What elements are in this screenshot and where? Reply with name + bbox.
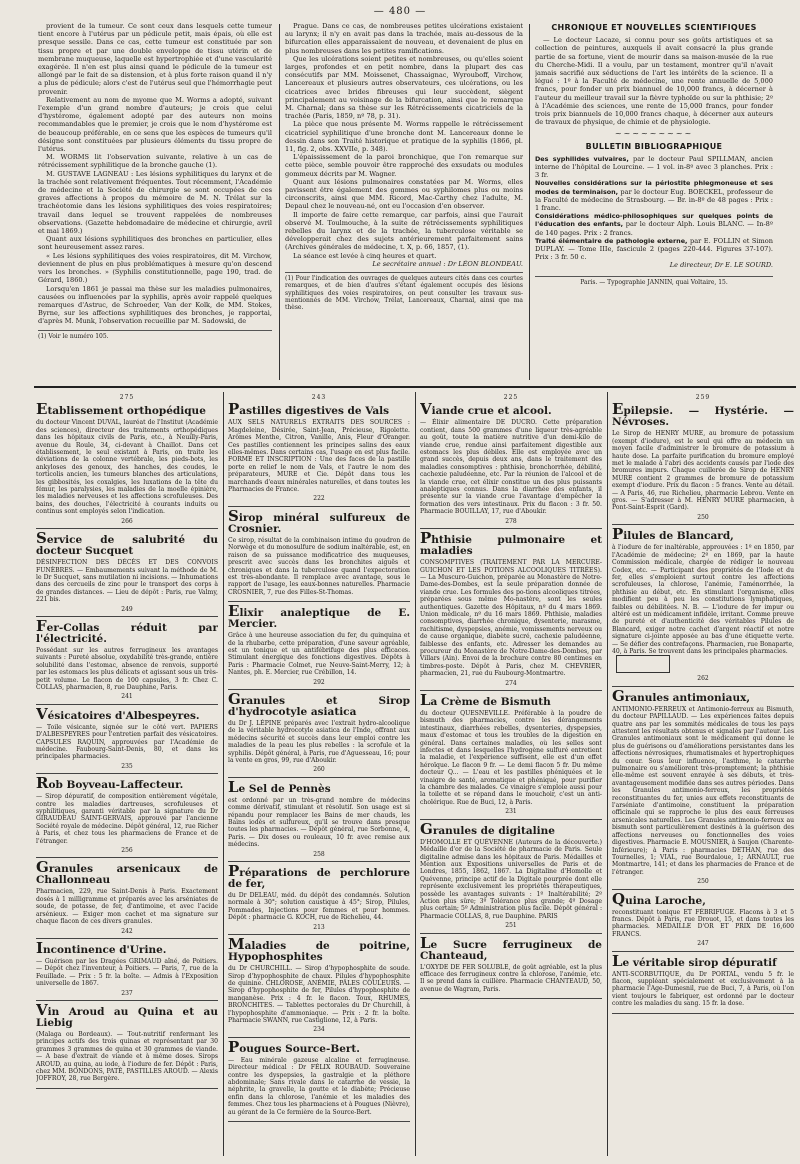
ad-title: Le Sucre ferrugineux de Chanteaud, bbox=[420, 933, 602, 962]
upper-column-1 bbox=[38, 22, 272, 382]
ad-number: 278 bbox=[505, 517, 517, 525]
paragraph: — Le docteur Lacaze, si connu pour ses goûts artistiques et sa collection de peintures, auxquels il avait consacré la plus grande partie de sa fortune, vient de mourir dans sa maison-musée de la rue du Cherche-Midi. Il a voulu, par un testament, montrer qu'il n'avait jamais sacrifié aux séductions de l'art les intérêts de la science. Il a légué : 1º à la Faculté de médecine, une rente annuelle de 5,000 francs, pour fonder un prix biannuel de 10,000 francs, à décerner à l'auteur du meilleur travail sur la fièvre typhoïde ou sur la phthisie; 2º à l'Académie des sciences, une rente de 15,000 francs, pour fonder trois prix biannuels de 10,000 francs chaque, à décerner aux auteurs de travaux de physique, de chimie et de physiologie. bbox=[535, 36, 773, 127]
advertisement bbox=[36, 529, 218, 617]
ad-title: Granules arsenicaux de Challonneau bbox=[36, 858, 218, 887]
column-divider bbox=[223, 392, 224, 1156]
biblio-text: par le docteur Paul SPILLMAN, ancien interne de l'hôpital de Lourcine. — 1 vol. in-8º avec 3 planches. Prix : 3 fr. bbox=[535, 154, 773, 180]
advertisement bbox=[228, 506, 410, 602]
ad-body: DÉSINFECTION DES DÉCÈS ET DES CONVOIS FUNÈBRES. — Embaumements suivant la méthode de M. le Dr Sucquet, sans mutilation ni incisions. — Inhumations dans des cercueils de zinc pour le transport des corps à de grandes distances. — Lieu de dépôt : Paris, rue Valmy, 221 bis. bbox=[36, 559, 218, 604]
ad-title: Granules de digitaline bbox=[420, 819, 555, 838]
ad-number: 262 bbox=[697, 675, 709, 683]
ad-number: 213 bbox=[313, 923, 325, 931]
chronicle-heading: CHRONIQUE ET NOUVELLES SCIENTIFIQUES bbox=[551, 23, 757, 32]
paragraph: Lorsqu'en 1861 je passai ma thèse sur les maladies pulmonaires, causées ou influencées par la syphilis, après avoir rappelé quelques remarques d'Astruc, de Schroeder, Van der Kolk, de MM. Stokes, Byrne, sur les affections syphilitiques des bronches, je rapportai, d'après M. Munk, l'observation recueillie par M. Sadowski, de bbox=[38, 284, 272, 326]
ad-body: (Malaga ou Bordeaux). — Tout-nutritif renfermant les principes actifs des trois quinas et représentant par 30 grammes 3 grammes de quina et 30 grammes de viande. — A base d'extrait de viande et à même doses. Sirops AROUD, au quina, au iode, à l'iodure de fer. Dépôt : Paris, chez MM. BONDONS, PATÉ, PASTILLES AROUD. — Alexis JOFFROY, 28, rue Bergère. bbox=[36, 1030, 218, 1083]
biblio-item bbox=[535, 212, 773, 237]
paragraph: L'épaississement de la paroi bronchique, que l'on remarque sur cette pièce, semble pouvoir être rapproché des exsudats ou modules gommeux décrits par M. Wagner. bbox=[285, 153, 523, 178]
paragraph: Quant aux lésions syphilitiques des bronches en particulier, elles sont heureusement assez rares. bbox=[38, 235, 272, 252]
ornament-divider: ~~~~~~~~~ bbox=[614, 129, 694, 139]
column-number: 259 bbox=[695, 394, 711, 401]
column-number: 243 bbox=[311, 394, 327, 401]
ad-title: Pougues Source-Bert. bbox=[228, 1037, 360, 1056]
ad-title: Phthisie pulmonaire et maladies bbox=[420, 529, 602, 558]
biblio-item bbox=[535, 237, 773, 262]
ad-number: 241 bbox=[121, 693, 133, 701]
upper-column-3 bbox=[535, 22, 773, 382]
advertisement bbox=[228, 1037, 410, 1122]
advertisement bbox=[228, 862, 410, 935]
ad-column-2 bbox=[228, 394, 410, 1152]
upper-column-2 bbox=[285, 22, 523, 382]
ad-body: Ce sirop, résultat de la combinaison intime du goudron de Norwège et du monosulfure de sodium inaltérable, est, en raison de sa puissance modificatrice des muqueuses, prescrit avec succès dans les bronchites aiguës et chroniques et dans la tuberculose quand l'expectoration est très-abondante. Il remplace avec avantage, sous le rapport de l'usage, les eaux-bonnes naturelles. Pharmacie CROSNIER, 7, rue des Filles-St-Thomas. bbox=[228, 536, 410, 596]
ad-number: 251 bbox=[505, 922, 517, 930]
paragraph: La pièce que nous présente M. Worms rappelle le rétrécissement cicatriciel syphilitique d'une bronche dont M. Lancereaux donne le dessin dans son Traité historique et pratique de la syphilis (1866, pl. 11, fig. 2, obs. XXVIIe, p. 348). bbox=[285, 120, 523, 154]
paragraph: Quant aux lésions pulmonaires constatées par M. Worms, elles pavissent être également des gommes ou syphilomes plus ou moins circonscrits, ainsi que MM. Ricord, Mac-Carthy chez l'adulte, M. Depaul chez le nouveau-né, ont eu l'occasion d'en observer. bbox=[285, 177, 523, 211]
biblio-title: Considérations médico-philosophiques sur quelques points de l'éducation des enfants, bbox=[535, 212, 773, 229]
ad-title: Le véritable sirop dépuratif bbox=[612, 951, 777, 970]
paragraph: Que les ulcérations soient petites et nombreuses, ou qu'elles soient larges, profondes et en petit nombre, dans la plupart des cas consécutifs par MM. Moissenet, Chassaignac, Wyrouboff, Virchow, Lancereaux et plusieurs autres observateurs, ces ulcérations, ou les cicatrices avec brides fibreuses qui leur succèdent, siègent principalement au voisinage de la bifurcation, ainsi que le remarque M. Charnal; dans sa thèse sur les Rétrécissements cicatriciels de la trachée (Paris, 1859, nº 78, p. 31). bbox=[285, 54, 523, 121]
advertisement bbox=[228, 777, 410, 862]
biblio-text: par E. FOLLIN et Simon DUPLAY. — Tome IIIe, fascicule 2 (pages 220-444. Figures 37-107). Prix : 3 fr. 50 c. bbox=[535, 236, 773, 262]
advertisement bbox=[36, 400, 218, 529]
biblio-title: Des syphilides vulvaires, bbox=[535, 154, 629, 163]
advertisement bbox=[228, 400, 410, 506]
biblio-title: Nouvelles considérations sur la périostite phlegmoneuse et ses modes de terminaison, bbox=[535, 179, 773, 196]
ad-body: CONSOMPTIVES (TRAITEMENT PAR LA MERCURE-GUICHON ET LES POTIONS ALCOOLIQUES TITRÉES). — La Muscuro-Guichon, préparée au Monastère de Notre-Dame-des-Dombes, est la seule préparation donnée de viande crue. Les formules des po-tions alcooliques titrées, préparées sous même Mo-nastère, sont les seules authentiques. Gazette des Hôpitaux, nº du 4 mars 1869. Union médicale, nº du 16 mars 1869. Phthisie, maladies consomptives, diarrhée chronique, dysenterie, marasme, rachitisme, dyspepsies, anémie, vomissements nerveux ou de cause organique, diabète sucré, cachexie paludéenne, faiblesse des enfants, etc. Adresser les demandes au procureur du Monastère de Notre-Dame-des-Dombes, par Villars (Ain). Envoi de la brochure contre 80 centimes en timbres-poste. Dépôt à Paris, chez M. CHEVRIER, pharmacien, 21, rue du Faubourg-Montmartre. bbox=[420, 559, 602, 678]
ad-title: Quina Laroche, bbox=[612, 889, 706, 908]
ad-body: du docteur QUESNEVILLE. Préférable à la poudre de bismuth des pharmacies, contre les dérangements intestinaux, diarrhées rebelles, dysenteries, dyspepsies, maux d'estomac et tous les troubles de la digestion en général. Dans certaines maladies, où les selles sont infectes et dans lesquelles l'hydrogène sulfuré entretient la maladie, et l'expérience suffisent, elle est d'un effet héroïque. Le flacon 9 fr. — Le demi flacon 5 fr. Du même docteur Q... — L'eau et les pastilles phéniquées et le vinaigre de santé, aromatique et phéniqué, pour purifier la chambre des malades. Ce vinaigre s'emploie aussi pour la toilette et se répand dans le mouchoir, c'est un anti-cholérique. Rue de Buci, 12, à Paris. bbox=[420, 710, 602, 806]
advertisement bbox=[228, 602, 410, 690]
paragraph: M. WORMS lit l'observation suivante, relative à un cas de rétrécissement syphilitique de la bronche gauche (1). bbox=[38, 153, 272, 170]
ad-number: 250 bbox=[697, 513, 709, 521]
paragraph: Relativement au nom de myome que M. Worms a adopté, suivant l'exemple d'un grand nombre d'auteurs; je crois que celui d'hystérome, également adopté par des auteurs non moins recommandables que le premier, je crois que le nom d'hystérome est de beaucoup préférable, en ce sens que les espèces de tumeurs qu'il désigne sont constituées par plusieurs éléments du tissu propre de l'utérus. bbox=[38, 95, 272, 154]
advertisement bbox=[36, 616, 218, 705]
ad-number: 260 bbox=[313, 766, 325, 774]
paragraph: M. GUSTAVE LAGNEAU : Les lésions syphilitiques du larynx et de la trachée sont relativement fréquentes. Tout récemment, l'Académie de médecine et la Société de chirurgie se sont occupées de ces graves affections à propos du mémoire de M. N. Trélat sur la trachéotomie dans les lésions syphilitiques des voies respiratoires; travail dans lequel se trouvent rappelées de nombreuses observations. (Gazette hebdomadaire de médecine et chirurgie, avril et mai 1869.) bbox=[38, 169, 272, 236]
advertisement bbox=[36, 858, 218, 938]
ad-title: Granules antimoniaux, bbox=[612, 686, 751, 705]
ad-title: Le Sel de Pennès bbox=[228, 777, 331, 796]
ad-title: Préparations de perchlorure de fer, bbox=[228, 862, 410, 891]
director-signature: Le directeur, Dr E. LE SOURD. bbox=[669, 261, 773, 270]
ad-number: 234 bbox=[313, 1026, 325, 1034]
ad-title: Rob Boyveau-Laffecteur. bbox=[36, 774, 184, 793]
paragraph: provient de la tumeur. Ce sont ceux dans lesquels cette tumeur tient encore à l'utérus par un pédicule petit, mais épais, où elle est presque sessile. Dans ce cas, cette tumeur est constituée par son tissu propre et par une double enveloppe de tissu utérin et de membrane muqueuse, laquelle est hypertrophiée et d'une vascularité exagérée. Il n'en est plus ainsi quand le pédicule de la tumeur est allongé par le fait de sa distension, et à plus forte raison quand il n'y a plus de pédicule; alors c'est de l'utérus seul que l'hémorrhagie peut provenir. bbox=[38, 22, 272, 96]
bibliography-heading: BULLETIN BIBLIOGRAPHIQUE bbox=[585, 141, 723, 151]
footnote: (1) Pour l'indication des ouvrages de quelques auteurs cités dans ces courtes remarques, et de bien d'autres s'étant également occupés des lésions syphilitiques des voies respiratoires, on peut consulter les travaux sus-mentionnés de MM. Virchow, Trélat, Lancereaux, Charnal, ainsi que ma thèse. bbox=[285, 272, 523, 311]
ad-body: du Dr CHURCHILL. — Sirop d'hypophosphite de soude. Sirop d'hypophosphite de chaux. Pilules d'hypophosphite de quinine. CHLOROSE, ANÉMIE, PÂLES COULEURS. — Sirop d'hypophosphite de fer, Pilules d'hypophosphite de manganèse. Prix : 4 fr. le flacon. Toux, RHUMES, BRONCHITES. — Tablettes pectorales du Dr Churchill, à l'hypophosphite d'ammoniaque. — Prix : 2 fr. la boîte. Pharmacie SWANN, rue Castiglione, 12, à Paris. bbox=[228, 965, 410, 1024]
ad-number: 258 bbox=[313, 850, 325, 858]
ad-body: est ordonné par un très-grand nombre de médecins comme dérivatif, stimulant et résolutif. Son usage est si répandu pour remplacer les Bains de mer chauds, les Bains iodés et sulfureux, qu'il se trouve dans presque toutes les pharmacies. — Dépôt général, rue Sorbonne, 4, Paris. — Dix doses ou rouleaux, 10 fr. avec remise aux médecins. bbox=[228, 796, 410, 849]
advertisement bbox=[36, 938, 218, 1001]
ad-title: Elixir analeptique de E. Mercier. bbox=[228, 602, 410, 631]
ad-column-1 bbox=[36, 394, 218, 1152]
advertisement bbox=[420, 529, 602, 691]
ad-body: — Guérison par les Dragées GRIMAUD aîné, de Poitiers. — Dépôt chez l'inventeur, à Poitiers. — Paris, 7, rue de la Feuillade. — Prix : 5 fr. la boîte. — Admis à l'Exposition universelle de 1867. bbox=[36, 957, 218, 988]
ad-number: 235 bbox=[121, 762, 133, 770]
paragraph: Prague. Dans ce cas, de nombreuses petites ulcérations existaient au larynx; il n'y en avait pas dans la trachée, mais au-dessous de la bifurcation elles apparaissaient de nouveau, et devenaient de plus en plus nombreuses dans les petites ramifications. bbox=[285, 22, 523, 55]
advertisement bbox=[228, 935, 410, 1038]
ad-body: du Dr DELEAU, méd. du dépôt des condamnés. Solution normale à 30°; solution caustique à 45°; Sirop, Pilules, Pommades, Injections pour femmes et pour hommes. Dépôt : pharmacie G. KOCH, rue de Richelieu, 44. bbox=[228, 892, 410, 922]
advertisement bbox=[36, 704, 218, 774]
ad-title: Granules et Sirop d'hydrocotyle asiatica bbox=[228, 689, 410, 718]
ad-title: Viande crue et alcool. bbox=[420, 400, 552, 419]
secretary-signature: Le secrétaire annuel : Dr LÉON BLONDEAU. bbox=[372, 259, 523, 268]
advertisement bbox=[420, 819, 602, 934]
ad-body: L'OXYDE DE FER SOLUBLE, de goût agréable, est la plus efficace des ferrugineux contre la chlorose, l'anémie, etc. Il se prend dans la cuillère. Pharmacie CHANTEAUD, 50, avenue de Wagram, Paris. bbox=[420, 963, 602, 993]
ad-number: 249 bbox=[121, 605, 133, 613]
ad-title: La Crème de Bismuth bbox=[420, 691, 551, 709]
ad-body: — Eau minérale gazeuse alcaline et ferrugineuse. Directeur médical : Dr FÉLIX ROUBAUD. Souveraine contre les dyspepsies, la gastralgie et la pléthore abdominale; Sans rivale dans le catarrhe de vessie, la néphrite, la gravelle, la goutte et le diabète; Précieuse enfin dans la chlorose, l'anémie et les maladies des femmes. Chez tous les pharmaciens et à Pougues (Nièvre), au gérant de la Ce fermière de la Source-Bert. bbox=[228, 1056, 410, 1116]
advertisement bbox=[36, 1000, 218, 1089]
advertisement bbox=[612, 889, 794, 952]
ad-body: du docteur Vincent DUVAL, lauréat de l'Institut (Académie des sciences), directeur des traitements orthopédiques dans les hôpitaux civils de Paris, etc., à Neuilly-Paris, avenue du Roule, 34, ci-devant à Chaillot. Dans cet établissement, le seul existant à Paris, on traite les déviations de la colonne vertébrale, les pieds-bots, les ankyloses des genoux, des hanches, des coudes, le torticolis ancien, les tumeurs blanches des articulations, les gibbosités, les coxalgies, les luxations de la tête du fémur, les paralysies, les maladies de la moelle épinière, les maladies nerveuses et les affections scrofuleuses. Des bains, des douches, l'électricité à courants induits ou continus sont employés selon l'indication. bbox=[36, 419, 218, 516]
ad-body: — Sirop dépuratif, de composition entièrement végétale, contre les maladies dartreuses, scrofuleuses et syphilitiques, garanti véritable par la signature du Dr GIRAUDEAU SAINT-GERVAIS, approuvé par l'ancienne Société royale de médecine. Dépôt général, 12, rue Richer à Paris, et chez tous les pharmaciens de France et de l'étranger. bbox=[36, 793, 218, 845]
advertisement bbox=[612, 525, 794, 687]
ad-column-4 bbox=[612, 394, 794, 1152]
paragraph: La séance est levée à cinq heures et quart. bbox=[293, 251, 437, 260]
ad-body: Le Sirop de HENRY MURE, au bromure de potassium (exempt d'iodure), est le seul qui offre au médecin un moyen facile d'administrer le bromure de potassium à haute dose. La parfaite purification du bromure employé met le malade à l'abri des accidents causés par l'iode des bromures impurs. Chaque cuillerée de Sirop de HENRY MURE contient 2 grammes de bromure de potassium exempt d'iodure. Prix du flacon : 5 francs. Vente au détail. — A Paris, 46, rue Richelieu, pharmacie Lebrou. Vente en gros. — S'adresser à M. HENRY MURE pharmacien, à Pont-Saint-Esprit (Gard). bbox=[612, 430, 794, 512]
column-number: 275 bbox=[119, 394, 135, 401]
column-divider bbox=[607, 392, 608, 1156]
advertisement bbox=[228, 689, 410, 778]
ad-body: — Élixir alimentaire DE DUCRO. Cette préparation contient, dans 500 grammes d'une liqueur très-agréable au goût, toute la matière nutritive d'un demi-kilo de viande crue, rendue ainsi parfaitement digestible aux estomacs les plus débiles. Elle est employée avec un grand succès, depuis deux ans, dans le traitement des maladies consomptives : phthisie, bronchorrhée, débilité, cachexie paludéenne, etc. Par la réunion de l'alcool et de la viande crue, cet élixir constitue un des plus puissants analeptiques connus. Dans la diarrhée des enfants, il présente sur la viande crue l'avantage d'empêcher la formation des vers intestinaux. Prix du flacon : 3 fr. 50. Pharmacie BOUILLAY, 17, rue d'Aboukir. bbox=[420, 419, 602, 516]
ad-body: ANTIMONIO-FERREUX et Antimonio-ferreux au Bismuth, du docteur PAPILLAUD. — Les expériences faites depuis quatre ans par les sommités médicales de tous les pays attestent les résultats obtenus et signalés par l'auteur. Les Granules antimoniaux sont le médicament qui donne le plus de guérisons ou d'améliorations persistantes dans les affections névrosiques, rhumatismales et hypertrophiques du cœur. Sous leur influence, l'asthme, le catarrhe pulmonaire ou s'améliorent très-promptement; la phthisie elle-même est souvent enrayée à ses débuts, et très-avantageusement modifiée dans ses autres périodes. Dans les Granules antimonio-ferreux, les propriétés reconstituantes du fer, unies aux effets reconstituants de l'arséniate d'antimoine, constituent la préparation officinale qui se rapproche le plus des eaux ferreuses arsenicales naturelles. Les Granules antimonio-ferreux au bismuth sont particulièrement destinés à la guérison des affections nerveuses ou fonctionnelles des voies digestives. Pharmacie E. MOUSNIER, à Saujon (Charente-Inférieure); à Paris : pharmacies DETHAN, rue des Tournelles, 1; VIAL, rue Bourdaloue, 1; ARNAULT, rue Montmartre, 141; et dans les pharmacies de France et de l'étranger. bbox=[612, 705, 794, 876]
column-number: 225 bbox=[503, 394, 519, 401]
ad-number: 250 bbox=[697, 878, 709, 886]
page-number: — 480 — bbox=[373, 6, 427, 17]
ad-number: 292 bbox=[313, 678, 325, 686]
ad-number: 231 bbox=[505, 808, 517, 816]
ad-title: Epilepsie. — Hystérie. — Névroses. bbox=[612, 400, 794, 429]
ad-number: 242 bbox=[121, 927, 133, 935]
ad-number: 274 bbox=[505, 679, 517, 687]
advertisement bbox=[612, 686, 794, 890]
ad-title: Vin Aroud au Quina et au Liebig bbox=[36, 1000, 218, 1029]
ad-body: Possédant sur les autres ferrugineux les avantages suivants : Pureté absolue, oxydabilité très-grande, entière solubilité dans l'estomac, absence de renvois, supporté par les estomacs les plus délicats et agissant sous un très-petit volume. Le flacon de 100 capsules, 3 fr. Chez C. COLLAS, pharmacien, 8, rue Dauphine, Paris. bbox=[36, 646, 218, 691]
ad-body: AUX SELS NATURELS EXTRAITS DES SOURCES : Magdeleine, Désirée, Saint-Jean, Précieuse, Rigolette. Arômes Menthe, Citron, Vanille, Anis, Fleur d'Oranger. Ces pastilles contiennent les principes salins des eaux elles-mêmes. Dans certains cas, l'usage en est plus facile. FORME ET INSCRIPTION : Une des faces de la pastille porte en relief le nom de Vals, et l'autre le nom des préparateurs, MURE et Cie. Dépôt dans tous les marchands d'eaux minérales naturelles, et dans toutes les Pharmacies de France. bbox=[228, 419, 410, 494]
advertisement bbox=[36, 774, 218, 858]
ad-title: Pastilles digestives de Vals bbox=[228, 400, 390, 419]
section-divider bbox=[34, 386, 796, 388]
ad-body: Grâce à une heureuse association du fer, du quinquina et de la rhubarbe, cette préparation, d'une saveur agréable, est un tonique et un antifébrifuge des plus efficaces. Stimulant énergique des fonctions digestives. Dépôts à Paris : Pharmacie Colmet, rue Neuve-Saint-Merry, 12; à Nantes, ph. E. Mercier, rue Crébillon, 14. bbox=[228, 632, 410, 677]
biblio-item bbox=[535, 179, 773, 212]
column-divider bbox=[415, 392, 416, 1156]
biblio-text: par le docteur Alph. Louis BLANC. — In-8º de 140 pages. Prix : 2 francs. bbox=[535, 220, 773, 237]
advertisement bbox=[420, 400, 602, 529]
ad-body: — Toile vésicante, signée sur le côté vert. PAPIERS D'ALBESPEYRES pour l'entretien parfait des vésicatoires. CAPSULES RAQUIN, approuvées par l'Académie de médecine. Faubourg-Saint-Denis, 80, et dans les principales pharmacies. bbox=[36, 723, 218, 761]
ad-number: 256 bbox=[121, 847, 133, 855]
advertisement bbox=[420, 933, 602, 1000]
ad-title: Maladies de poitrine, Hypophosphites bbox=[228, 935, 410, 964]
ad-body: reconstituant tonique ET FÉBRIFUGE. Flacons à 3 et 5 francs. Dépôt à Paris, rue Drouot, 15, et dans toutes les pharmacies. MÉDAILLE D'OR ET PRIX DE 16,600 FRANCS. bbox=[612, 908, 794, 938]
ad-body: Pharmacien, 229, rue Saint-Denis à Paris. Exactement dosés à 1 milligramme et préparés avec les arséniates de soude, de potasse, de fer, d'antimoine, et avec l'acide arsénieux. — Exiger mon cachet et ma signature sur chaque flacon de ces divers granules. bbox=[36, 888, 218, 926]
ad-body: du Dr J. LÉPINE préparés avec l'extrait hydro-alcoolique de la véritable hydrocotyle asiatica de l'Inde, offrant aux médecins sécurité et succès dans leur emploi contre les maladies de la peau les plus rebelles : la scrofule et la syphilis. Dépôt général, à Paris, rue d'Aguesseau, 16; pour la vente en gros, 99, rue d'Aboukir. bbox=[228, 719, 410, 764]
ad-title: Pilules de Blancard, bbox=[612, 525, 734, 544]
ad-body: à l'iodure de fer inaltérable, approuvées : 1º en 1850, par l'Académie de médecine; 2º en 1869, par la haute Commission médicale, chargée de rédiger le nouveau Codex, etc. — Participant des propriétés de l'Iode et du fer, elles s'emploient surtout contre les affections scrofuleuses, la chlorose, l'anémie, l'aménorrhée, la phthisie au début, etc. En stimulant l'organisme, elles modifient peu à peu les constitutions lymphatiques, faibles ou débilitées. N. B. — L'iodure de fer impur ou altéré est un médicament infidèle, irritant. Comme preuve de pureté et d'authenticité des véritables Pilules de Blancard, exiger notre cachet d'argent réactif et notre signature ci-jointe apposée au bas d'une étiquette verte. — Se défier des contrefaçons. Pharmacien, rue Bonaparte, 40, à Paris. Se trouvent dans les principales pharmacies. bbox=[612, 544, 794, 655]
biblio-text: par le docteur Eug. BOECKEL, professeur de la Faculté de médecine de Strasbourg. — Br. in-8º de 48 pages : Prix : 1 franc. bbox=[535, 187, 773, 213]
ad-column-3 bbox=[420, 394, 602, 1152]
advertisement bbox=[420, 691, 602, 820]
biblio-title: Traité élémentaire de pathologie externe, bbox=[535, 236, 688, 245]
paragraph: « Les lésions syphilitiques des voies respiratoires, dit M. Virchow, deviennent de plus en plus problématiques à mesure qu'on descend vers les bronches. » (Syphilis constitutionnelle, page 190, trad. de Gérard, 1860.) bbox=[38, 251, 272, 285]
ad-number: 222 bbox=[313, 495, 325, 503]
column-divider bbox=[529, 24, 530, 380]
ad-number: 237 bbox=[121, 989, 133, 997]
ad-body: D'HOMOLLE ET QUÉVENNE (Auteurs de la découverte.) Médaille d'or de la Société de pharmacie de Paris. Seule digitaline admise dans les hôpitaux de Paris. Médailles et Mention aux Expositions universelles de Paris et de Londres, 1855, 1862, 1867. La Digitaline d'Homolle et Quévenne, principe actif de la Digitale pourprée dont elle représente exclusivement les propriétés thérapeutiques, possède les avantages suivants : 1º Inaltérabilité; 2º Action plus sûre; 3º Tolérance plus grande; 4º Dosage plus certain; 5º Administration plus facile. Dépôt général : Pharmacie COLLAS, 8, rue Dauphine. PARIS bbox=[420, 838, 602, 920]
ad-title: Vésicatoires d'Albespeyres. bbox=[36, 704, 200, 723]
ad-title: Incontinence d'Urine. bbox=[36, 938, 167, 957]
ad-title: Sirop minéral sulfureux de Crosnier. bbox=[228, 506, 410, 535]
imprint: Paris. — Typographie JANNIN, quai Voltaire, 15. bbox=[535, 276, 773, 287]
advertisement bbox=[612, 951, 794, 1014]
ad-body: ANTI-SCORBUTIQUE, du Dr PORTAL, vendu 5 fr. le flacon, suppléant spécialement et exclusivement à la pharmacie l'Age-Dumesnil, rue de Buci, 7, à Paris, où l'on vient toujours le fabriquer, est ordonné par le docteur contre les maladies du sang. 15 fr. la dose. bbox=[612, 970, 794, 1008]
column-divider bbox=[279, 24, 280, 380]
advertisement bbox=[612, 400, 794, 525]
ad-number: 266 bbox=[121, 517, 133, 525]
ad-title: Fer-Collas réduit par l'électricité. bbox=[36, 616, 218, 645]
biblio-item bbox=[535, 155, 773, 180]
paragraph: Il importe de faire cette remarque, car parfois, ainsi que l'aurait observé M. Toulmouche, à la suite de rétrécissements syphilitiques rebelles du larynx et de la trachée, la tuberculose véritable se développerait chez des sujets antérieurement parfaitement sains (Archives générales de médecine, t. X, p. 66, 1857, (1). bbox=[285, 210, 523, 252]
ad-title: Etablissement orthopédique bbox=[36, 400, 206, 419]
ad-title: Service de salubrité du docteur Sucquet bbox=[36, 529, 218, 558]
ad-number: 247 bbox=[697, 940, 709, 948]
footnote: (1) Voir le numéro 105. bbox=[38, 330, 272, 340]
handwritten-signature bbox=[616, 655, 670, 673]
